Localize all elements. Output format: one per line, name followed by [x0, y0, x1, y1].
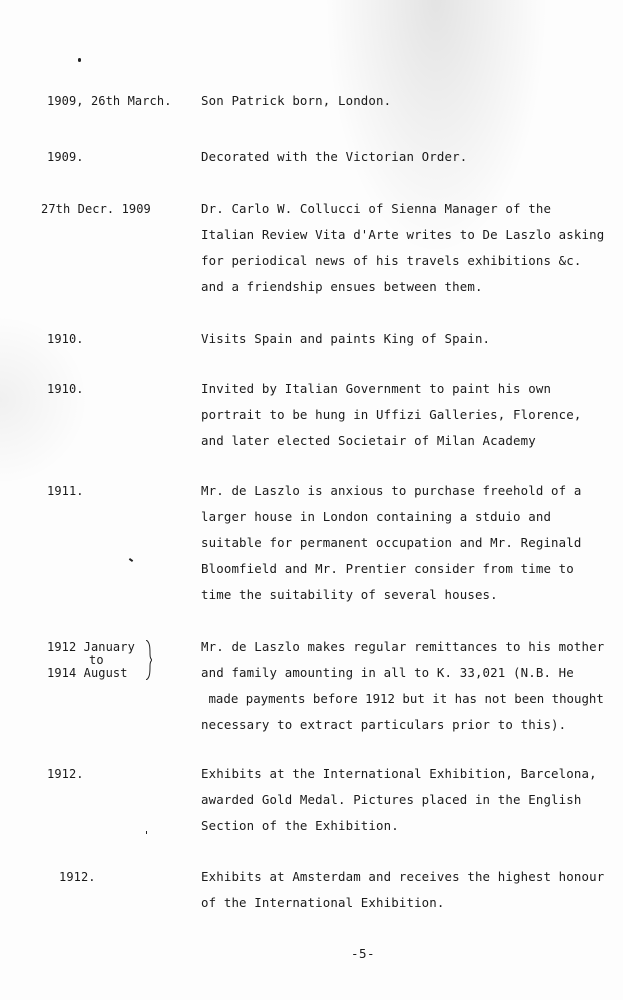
entry-date: 1909. — [47, 150, 84, 164]
entry-text — [201, 88, 623, 114]
entry-line: Section of the Exhibition. — [201, 818, 399, 833]
entry-line: Bloomfield and Mr. Prentier consider from time to — [201, 561, 574, 576]
entry-text — [201, 478, 623, 608]
entry-date: 27th Decr. 1909 — [41, 202, 151, 216]
entry-line: time the suitability of several houses. — [201, 587, 498, 602]
entry-line: Invited by Italian Government to paint his own — [201, 381, 552, 396]
entry-text — [201, 196, 623, 300]
entry-line: suitable for permanent occupation and Mr. Reginald — [201, 535, 582, 550]
right-brace-icon — [146, 640, 152, 680]
entry-line: Dr. Carlo W. Collucci of Sienna Manager of the — [201, 201, 552, 216]
entry-date-separator: to — [89, 653, 104, 667]
ink-speck — [146, 831, 147, 834]
entry-line: Exhibits at the International Exhibition, Barcelona, — [201, 766, 597, 781]
page-number: -5- — [351, 946, 376, 961]
ink-speck — [129, 558, 133, 562]
entry-line: larger house in London containing a stduio and — [201, 509, 552, 524]
entry-text — [201, 634, 623, 738]
entry-line: and later elected Societair of Milan Academy — [201, 433, 536, 448]
entry-line: and a friendship ensues between them. — [201, 279, 483, 294]
entry-date: 1912. — [59, 870, 96, 884]
entry-date-start: 1912 January — [47, 640, 135, 654]
entry-line: Decorated with the Victorian Order. — [201, 149, 468, 164]
entry-line: of the International Exhibition. — [201, 895, 445, 910]
entry-line: Mr. de Laszlo is anxious to purchase freehold of a — [201, 483, 582, 498]
entry-line: awarded Gold Medal. Pictures placed in the English — [201, 792, 582, 807]
entry-line: made payments before 1912 but it has not been thought — [201, 691, 604, 706]
entry-text — [201, 326, 623, 352]
entry-date-range — [47, 641, 135, 680]
entry-text — [201, 761, 623, 839]
entry-date: 1912. — [47, 767, 84, 781]
entry-line: Mr. de Laszlo makes regular remittances to his mother — [201, 639, 605, 654]
entry-text — [201, 144, 623, 170]
entry-date: 1911. — [47, 484, 84, 498]
ink-speck — [78, 58, 81, 62]
entry-text — [201, 864, 623, 916]
entry-line: Exhibits at Amsterdam and receives the highest honour — [201, 869, 605, 884]
entry-line: for periodical news of his travels exhibitions &c. — [201, 253, 582, 268]
entry-date: 1909, 26th March. — [47, 94, 172, 108]
entry-line: Italian Review Vita d'Arte writes to De Laszlo asking — [201, 227, 605, 242]
entry-text — [201, 376, 623, 454]
entry-line: and family amounting in all to K. 33,021 (N.B. He — [201, 665, 574, 680]
entry-line: Visits Spain and paints King of Spain. — [201, 331, 491, 346]
entry-line: Son Patrick born, London. — [201, 93, 392, 108]
entry-date-end: 1914 August — [47, 666, 128, 680]
entry-date: 1910. — [47, 332, 84, 346]
entry-line: necessary to extract particulars prior to this). — [201, 717, 567, 732]
entry-date: 1910. — [47, 382, 84, 396]
entry-line: portrait to be hung in Uffizi Galleries, Florence, — [201, 407, 582, 422]
